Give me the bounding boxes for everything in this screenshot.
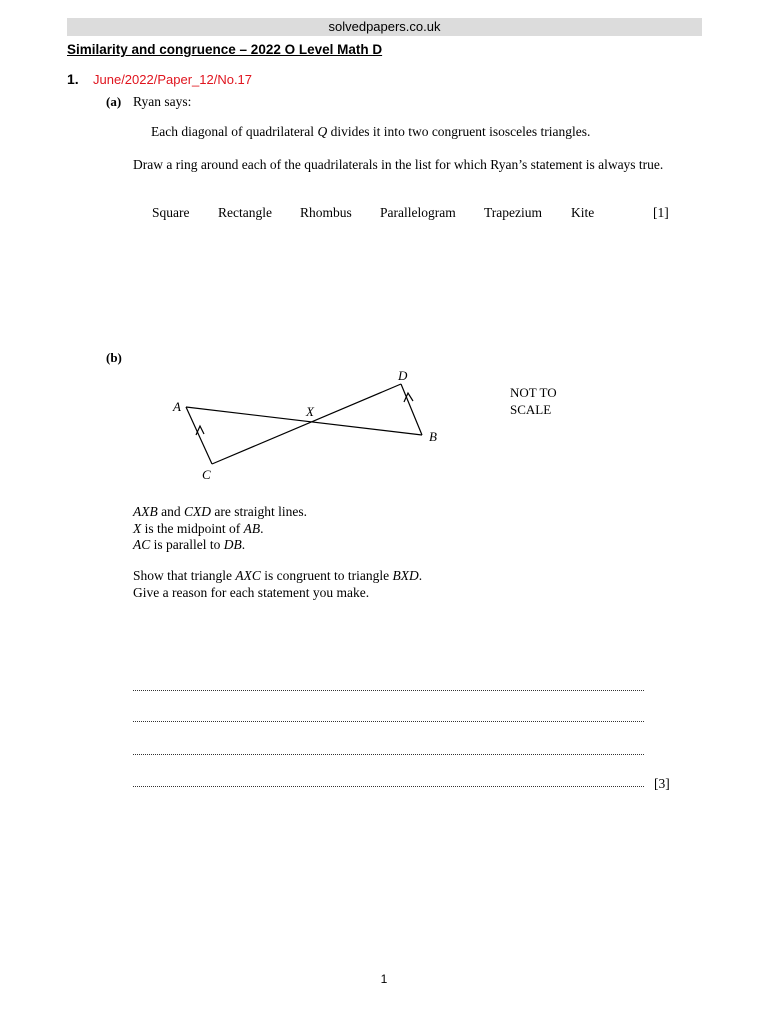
var-ab: AB (243, 520, 261, 536)
part-b-label: (b) (106, 350, 122, 365)
option-trapezium[interactable]: Trapezium (484, 205, 542, 220)
answer-line-2[interactable] (133, 721, 644, 722)
line-cxd (212, 384, 401, 464)
fact-midpoint (133, 521, 307, 538)
line-axb (186, 407, 422, 435)
part-b-task (133, 568, 422, 601)
option-rectangle[interactable]: Rectangle (218, 205, 272, 220)
point-label-x: X (306, 404, 314, 419)
page-number: 1 (380, 972, 388, 986)
point-label-b: B (429, 429, 437, 444)
point-label-c: C (202, 467, 211, 482)
option-rhombus[interactable]: Rhombus (300, 205, 352, 220)
line-ac (186, 407, 212, 464)
task-text-mid: is congruent to triangle (260, 568, 393, 583)
var-db: DB (223, 537, 242, 552)
text-and: and (157, 504, 184, 519)
text-parallel: is parallel to (150, 537, 224, 552)
document-title: Similarity and congruence – 2022 O Level Math D (67, 42, 383, 57)
option-kite[interactable]: Kite (571, 205, 595, 220)
ryan-statement (151, 124, 590, 140)
question-reference: June/2022/Paper_12/No.17 (93, 72, 253, 87)
part-b-marks: [3] (654, 776, 670, 791)
point-label-a: A (173, 399, 181, 414)
text-midpoint: is the midpoint of (141, 520, 244, 536)
part-a-marks: [1] (653, 205, 669, 220)
note-line-1: NOT TO (510, 385, 557, 400)
answer-line-4[interactable] (133, 786, 644, 787)
var-axb: AXB (133, 504, 158, 519)
option-square[interactable]: Square (152, 205, 190, 220)
congruent-triangles-diagram (160, 360, 460, 490)
text-straight: are straight lines. (211, 504, 307, 519)
var-ac: AC (133, 537, 151, 552)
site-name: solvedpapers.co.uk (328, 19, 441, 34)
note-line-2: SCALE (510, 402, 552, 417)
task-line-2: Give a reason for each statement you make. (133, 584, 370, 600)
statement-text-start: Each diagonal of quadrilateral (151, 124, 318, 139)
text-period: . (260, 520, 264, 536)
site-banner (67, 18, 702, 36)
part-a-intro: Ryan says: (133, 94, 192, 109)
var-axc: AXC (235, 568, 261, 583)
not-to-scale-note (510, 384, 557, 418)
statement-variable: Q (317, 124, 328, 139)
fact-parallel (133, 537, 307, 554)
answer-line-3[interactable] (133, 754, 644, 755)
var-cxd: CXD (184, 504, 211, 519)
part-a-instruction: Draw a ring around each of the quadrilaterals in the list for which Ryan’s statement is always true. (133, 157, 664, 172)
given-facts (133, 504, 307, 554)
option-parallelogram[interactable]: Parallelogram (380, 205, 456, 220)
task-text-end: . (418, 568, 423, 583)
part-a-label: (a) (106, 94, 122, 109)
answer-line-1[interactable] (133, 690, 644, 691)
task-line-1 (133, 568, 422, 585)
var-x: X (133, 520, 142, 536)
point-label-d: D (398, 368, 408, 383)
text-period: . (241, 537, 246, 552)
quadrilateral-options (152, 205, 672, 223)
task-text-start: Show that triangle (133, 568, 236, 583)
fact-straight-lines (133, 504, 307, 521)
line-db (401, 384, 422, 435)
question-number: 1. (67, 71, 79, 87)
var-bxd: BXD (392, 568, 419, 583)
statement-text-end: divides it into two congruent isosceles triangles. (327, 124, 591, 139)
